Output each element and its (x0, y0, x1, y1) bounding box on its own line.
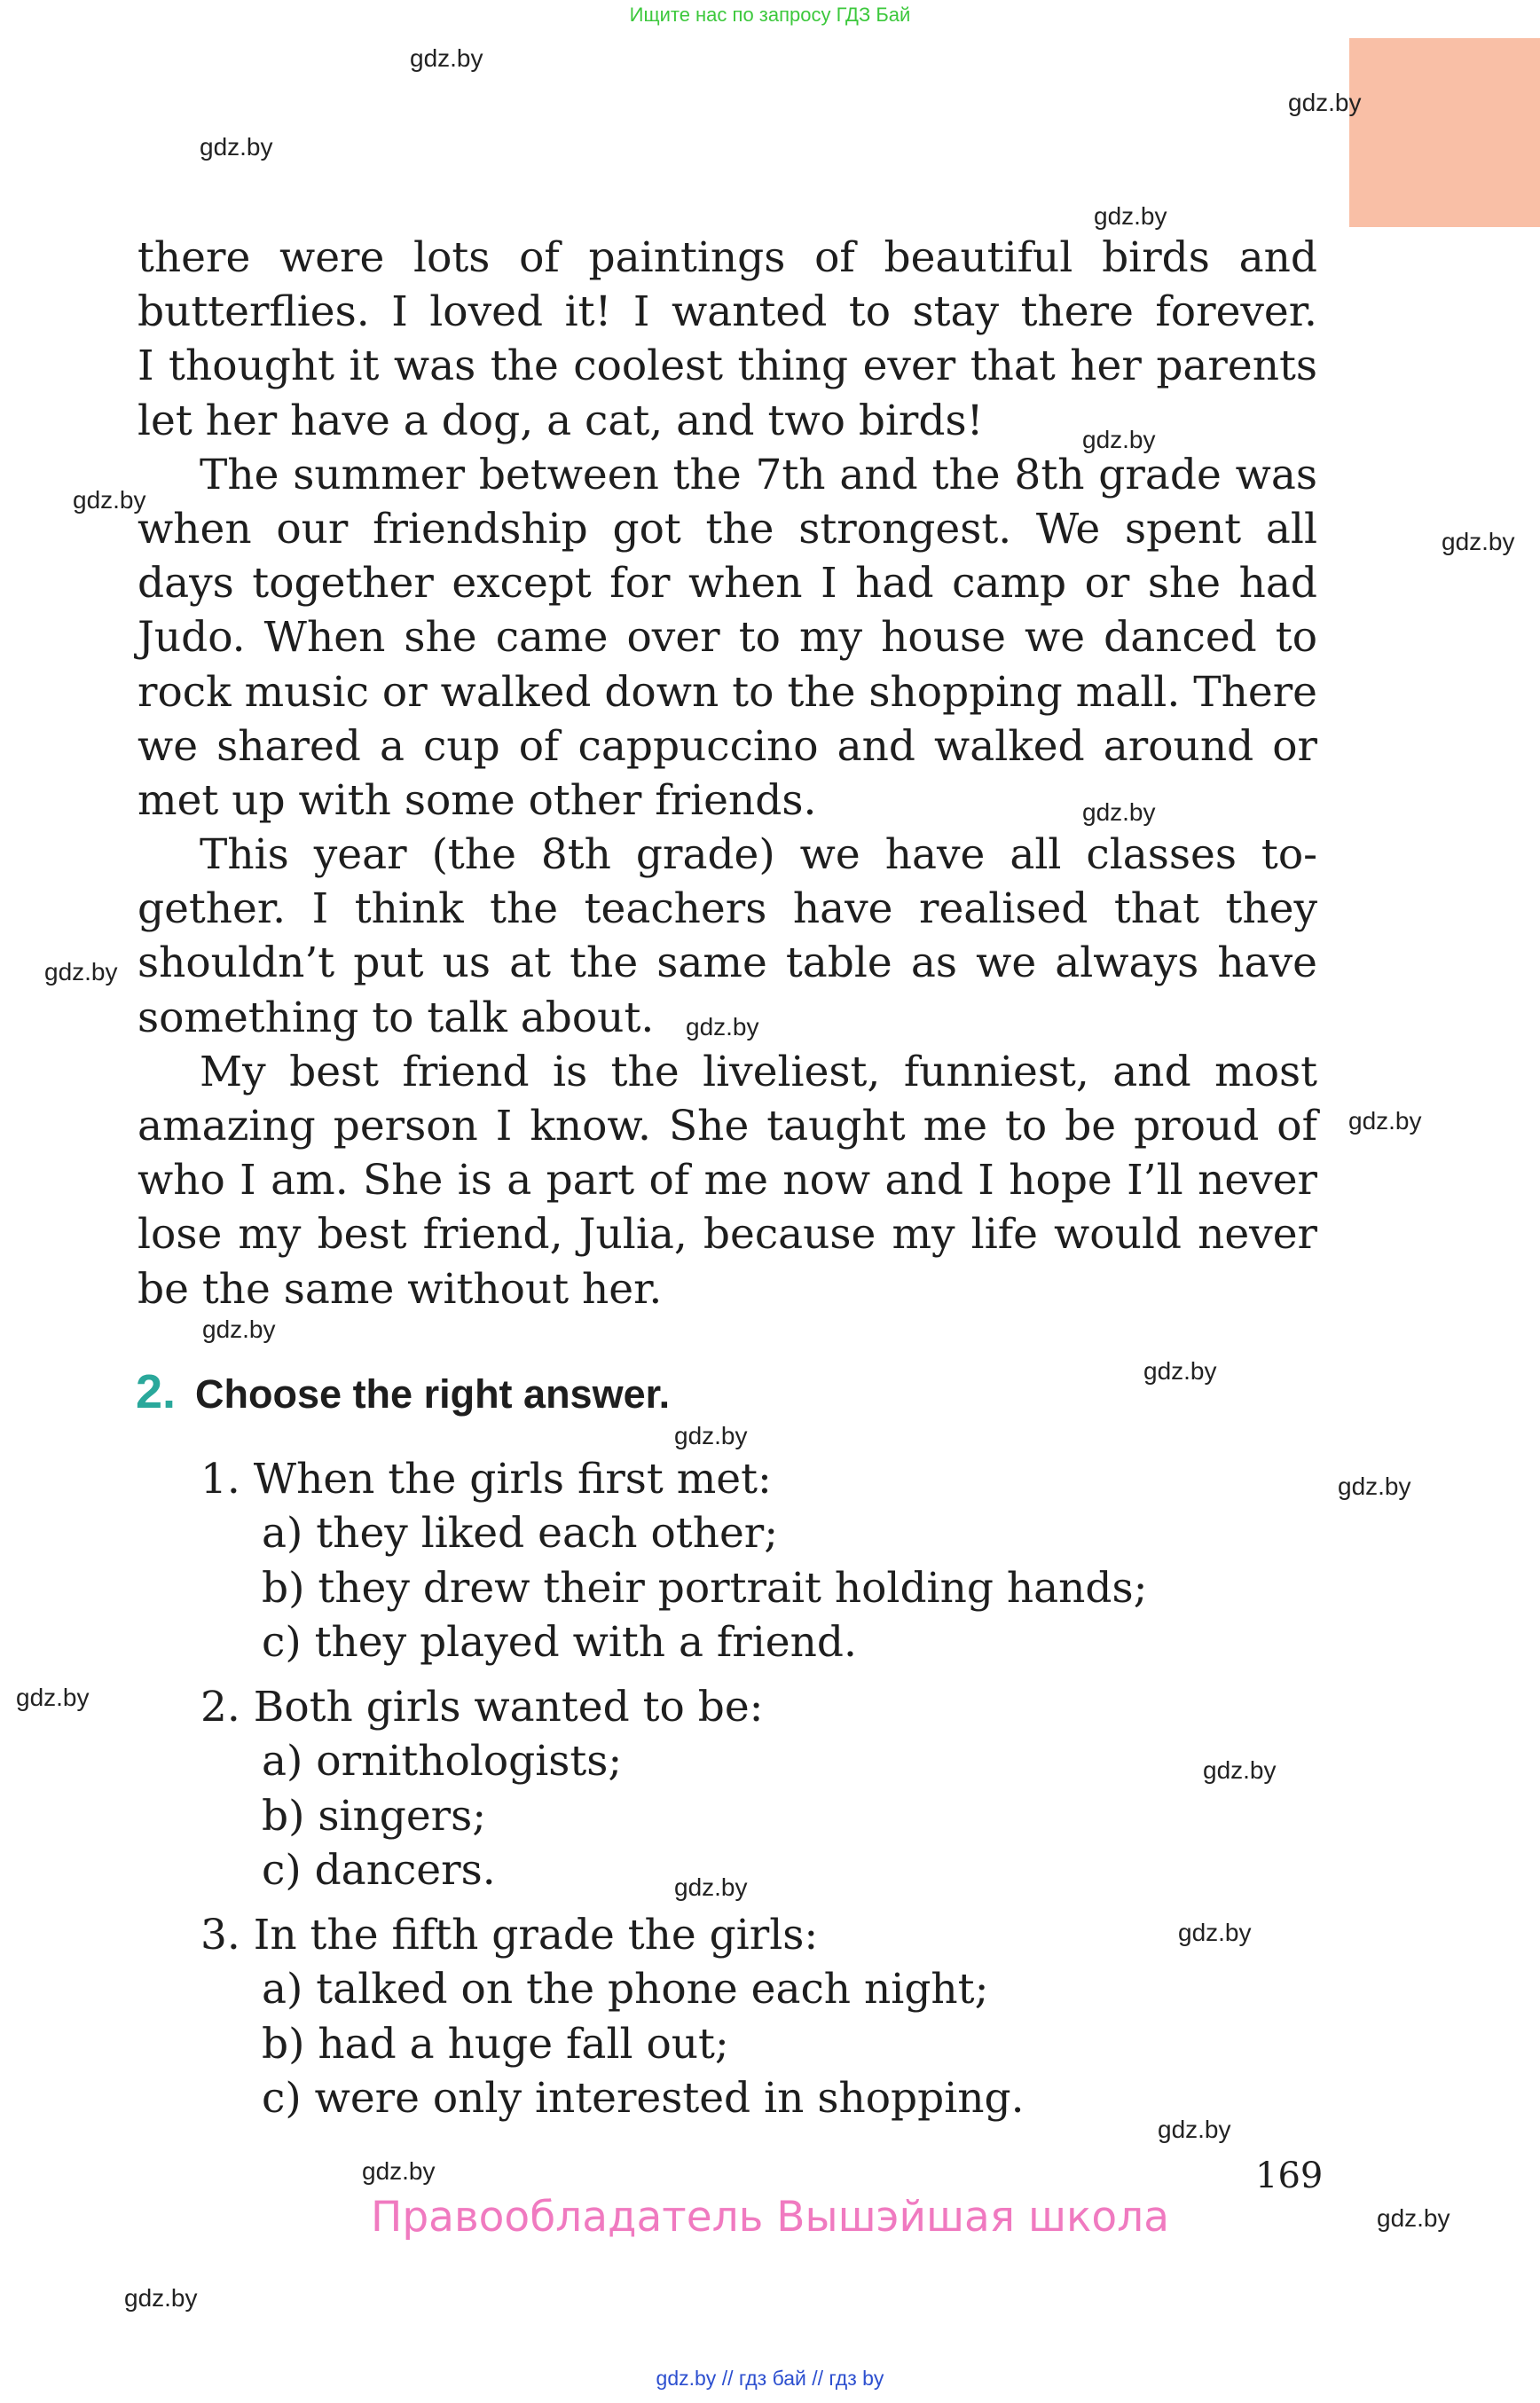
answer-option: c) were only interested in shopping. (262, 2074, 1025, 2123)
text-line: amazing person I know. She taught me to be proud of (138, 1102, 1317, 1150)
exercise-number: 2. (136, 1365, 177, 1418)
watermark: gdz.by (1338, 1472, 1411, 1500)
text-line: let her have a dog, a cat, and two birds! (138, 396, 984, 445)
watermark: gdz.by (1348, 1107, 1422, 1135)
footer-links[interactable]: gdz.by // гдз бай // гдз by (656, 2367, 884, 2390)
text-line: My best friend is the liveliest, funniest, and most (200, 1047, 1317, 1096)
watermark: gdz.by (1442, 528, 1515, 555)
question: 3. In the fifth grade the girls: (200, 1911, 819, 1959)
watermark: gdz.by (410, 44, 483, 72)
watermark: gdz.by (200, 133, 273, 161)
page-number: 169 (1255, 2156, 1324, 2196)
text-line: butterflies. I loved it! I wanted to stay there forever. (138, 287, 1317, 337)
text-line: lose my best friend, Julia, because my life would never (138, 1210, 1317, 1260)
copyright-notice: Правообладатель Вышэйшая школа (371, 2193, 1169, 2242)
text-line: shouldn’t put us at the same table as we always have (138, 938, 1317, 988)
watermark: gdz.by (1143, 1357, 1217, 1385)
watermark: gdz.by (44, 958, 118, 986)
question: 2. Both girls wanted to be: (200, 1683, 764, 1732)
text-line: there were lots of paintings of beautiful birds and (138, 233, 1317, 282)
text-line: met up with some other friends. (138, 775, 817, 825)
question: 1. When the girls first met: (200, 1455, 772, 1504)
text-line: who I am. She is a part of me now and I hope I’ll never (138, 1156, 1317, 1205)
watermark: gdz.by (1377, 2204, 1450, 2232)
text-line: when our friendship got the strongest. We spent all (138, 504, 1317, 554)
watermark: gdz.by (686, 1013, 759, 1041)
answer-option: a) talked on the phone each night; (262, 1965, 989, 2014)
watermark: gdz.by (73, 486, 146, 514)
watermark: gdz.by (1158, 2116, 1231, 2143)
exercise-heading (136, 1364, 670, 1419)
answer-option: b) they drew their portrait holding hands; (262, 1564, 1148, 1613)
answer-option: b) singers; (262, 1792, 487, 1841)
text-line: rock music or walked down to the shopping mall. There (138, 667, 1317, 717)
watermark: gdz.by (1178, 1919, 1252, 1946)
watermark: gdz.by (674, 1422, 748, 1449)
watermark: gdz.by (362, 2157, 436, 2185)
watermark: gdz.by (674, 1873, 748, 1901)
watermark: gdz.by (1082, 798, 1156, 826)
text-line: This year (the 8th grade) we have all classes to- (200, 830, 1317, 880)
watermark: gdz.by (1082, 426, 1156, 453)
reading-text (138, 231, 1317, 1316)
watermark: gdz.by (202, 1315, 276, 1343)
text-line: The summer between the 7th and the 8th grade was (200, 450, 1317, 499)
watermark: gdz.by (124, 2284, 198, 2312)
watermark: gdz.by (1203, 1756, 1277, 1784)
answer-option: c) they played with a friend. (262, 1618, 857, 1667)
text-line: we shared a cup of cappuccino and walked around or (138, 721, 1317, 771)
watermark: gdz.by (16, 1684, 90, 1711)
answer-option: a) ornithologists; (262, 1737, 623, 1786)
watermark: gdz.by (1094, 202, 1167, 230)
text-line: be the same without her. (138, 1264, 663, 1314)
watermark: gdz.by (1288, 89, 1362, 116)
exercise-title: Choose the right answer. (195, 1371, 671, 1417)
text-line: gether. I think the teachers have realised that they (138, 884, 1317, 934)
top-banner-link[interactable]: Ищите нас по запросу ГДЗ Бай (629, 4, 911, 26)
text-line: I thought it was the coolest thing ever that her parents (138, 342, 1317, 391)
text-line: something to talk about. (138, 993, 655, 1042)
text-line: days together except for when I had camp or she had (138, 559, 1317, 609)
answer-option: c) dancers. (262, 1846, 496, 1895)
answer-option: a) they liked each other; (262, 1509, 779, 1558)
corner-color-tab (1349, 38, 1540, 227)
text-line: Judo. When she came over to my house we danced to (138, 613, 1317, 663)
answer-option: b) had a huge fall out; (262, 2020, 729, 2069)
